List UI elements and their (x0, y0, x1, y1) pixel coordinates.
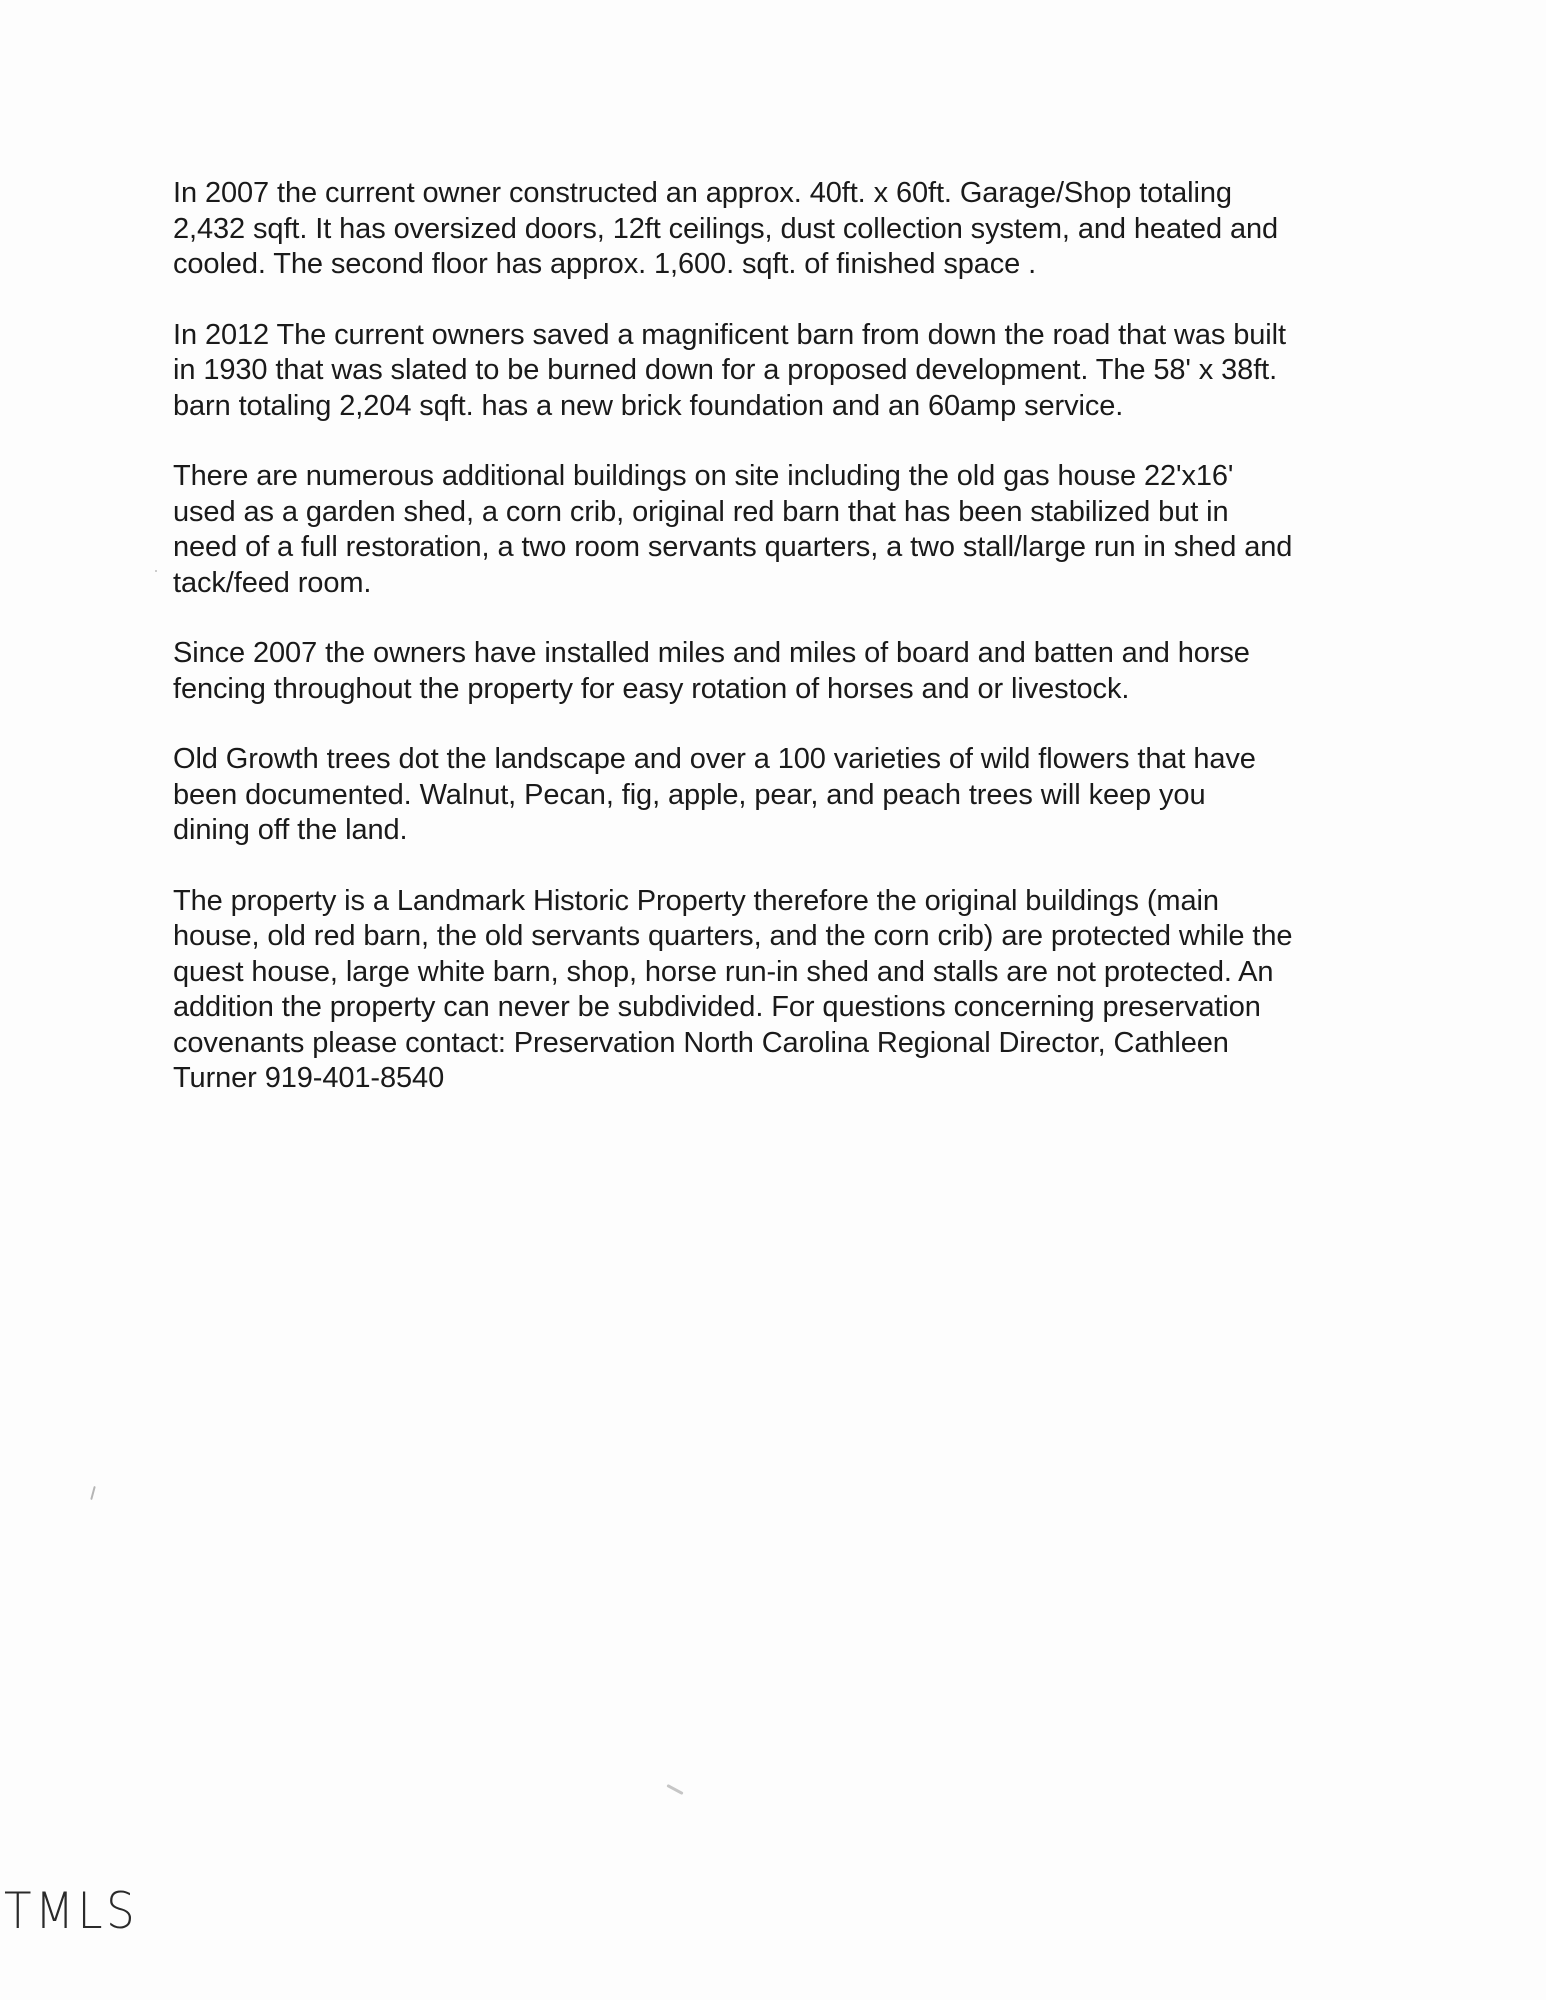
text-line: tack/feed room. (173, 566, 372, 599)
scan-speck (155, 570, 157, 572)
text-line: covenants please contact: Preservation North Carolina Regional Director, Cathleen (173, 1026, 1229, 1059)
document-body (173, 176, 1388, 1097)
text-line: house, old red barn, the old servants quarters, and the corn crib) are protected while the (173, 920, 1293, 952)
text-line: fencing throughout the property for easy rotation of horses and or livestock. (173, 672, 1130, 705)
paragraph-additional-buildings (173, 459, 1388, 601)
paragraph-fencing (173, 636, 1388, 707)
text-line: used as a garden shed, a corn crib, original red barn that has been stabilized but in (173, 495, 1229, 528)
paragraph-garage-shop (173, 176, 1388, 283)
text-line: addition the property can never be subdivided. For questions concerning preservation (173, 991, 1261, 1023)
text-line: in 1930 that was slated to be burned down for a proposed development. The 58' x 38ft. (173, 354, 1278, 386)
scan-speck (90, 1486, 96, 1500)
paragraph-trees (173, 742, 1388, 849)
text-line: The property is a Landmark Historic Property therefore the original buildings (main (173, 884, 1219, 917)
paragraph-historic-property (173, 884, 1388, 1097)
text-line: In 2007 the current owner constructed an approx. 40ft. x 60ft. Garage/Shop totaling (173, 177, 1232, 209)
text-line: There are numerous additional buildings on site including the old gas house 22'x16' (173, 460, 1234, 492)
text-line: dining off the land. (173, 814, 408, 846)
text-line: quest house, large white barn, shop, horse run-in shed and stalls are not protected. An (173, 955, 1274, 988)
text-line: cooled. The second floor has approx. 1,600. sqft. of finished space . (173, 248, 1037, 280)
text-line: Old Growth trees dot the landscape and over a 100 varieties of wild flowers that have (173, 743, 1256, 775)
text-line: In 2012 The current owners saved a magnificent barn from down the road that was built (173, 318, 1286, 351)
paragraph-barn (173, 318, 1388, 425)
text-line: Since 2007 the owners have installed miles and miles of board and batten and horse (173, 637, 1250, 669)
tmls-watermark: TMLS (4, 1882, 139, 1940)
text-line: been documented. Walnut, Pecan, fig, apple, pear, and peach trees will keep you (173, 778, 1206, 811)
text-line: barn totaling 2,204 sqft. has a new brick foundation and an 60amp service. (173, 389, 1124, 422)
text-line: need of a full restoration, a two room servants quarters, a two stall/large run in shed and (173, 531, 1293, 563)
scan-speck (666, 1784, 683, 1795)
text-line: Turner 919-401-8540 (173, 1062, 445, 1094)
text-line: 2,432 sqft. It has oversized doors, 12ft ceilings, dust collection system, and heated and (173, 212, 1279, 245)
